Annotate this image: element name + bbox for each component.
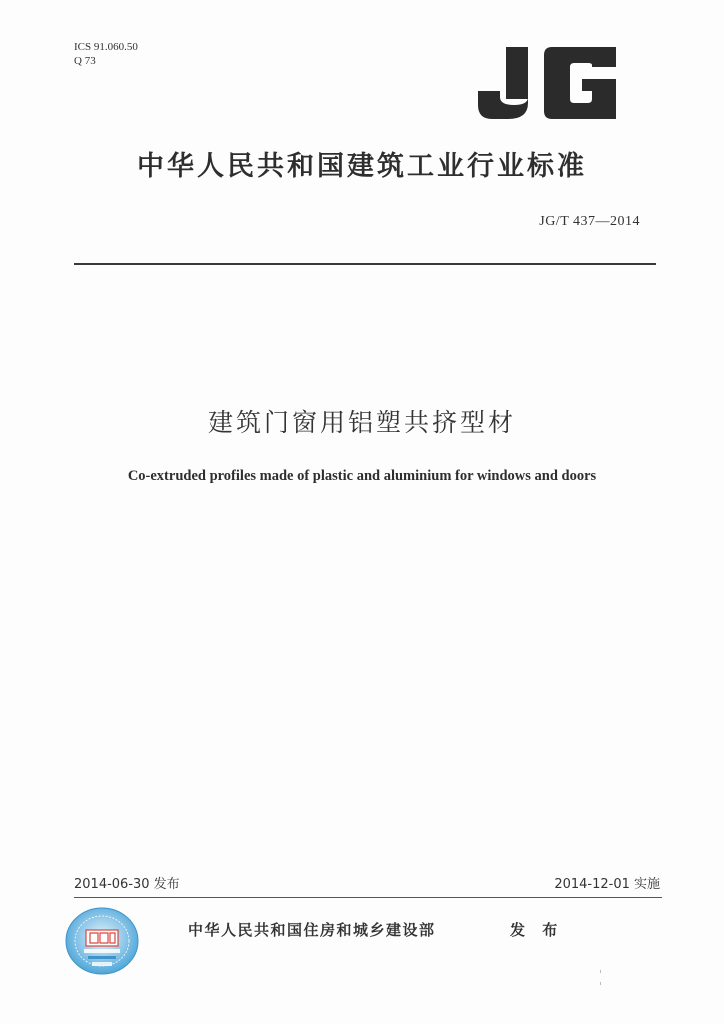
anti-counterfeit-seal-icon	[64, 906, 140, 976]
issue-date: 2014-06-30 发布	[74, 877, 180, 892]
footer-divider	[74, 897, 662, 898]
header-divider	[74, 263, 656, 265]
standard-number: JG/T 437—2014	[539, 214, 640, 229]
industry-standard-title: 中华人民共和国建筑工业行业标准	[137, 151, 587, 182]
document-title-english: Co-extruded profiles made of plastic and aluminium for windows and doors	[127, 468, 597, 484]
scan-speck	[600, 982, 601, 985]
ccs-code: Q 73	[74, 55, 96, 67]
jg-logo	[478, 47, 616, 119]
document-title-chinese: 建筑门窗用铝塑共挤型材	[207, 408, 516, 437]
ics-code: ICS 91.060.50	[74, 41, 138, 53]
issue-label: 发 布	[510, 921, 564, 939]
effective-date: 2014-12-01 实施	[554, 877, 660, 892]
classification-codes	[74, 40, 138, 68]
issuing-authority: 中华人民共和国住房和城乡建设部	[188, 921, 436, 939]
scan-speck	[600, 970, 601, 973]
